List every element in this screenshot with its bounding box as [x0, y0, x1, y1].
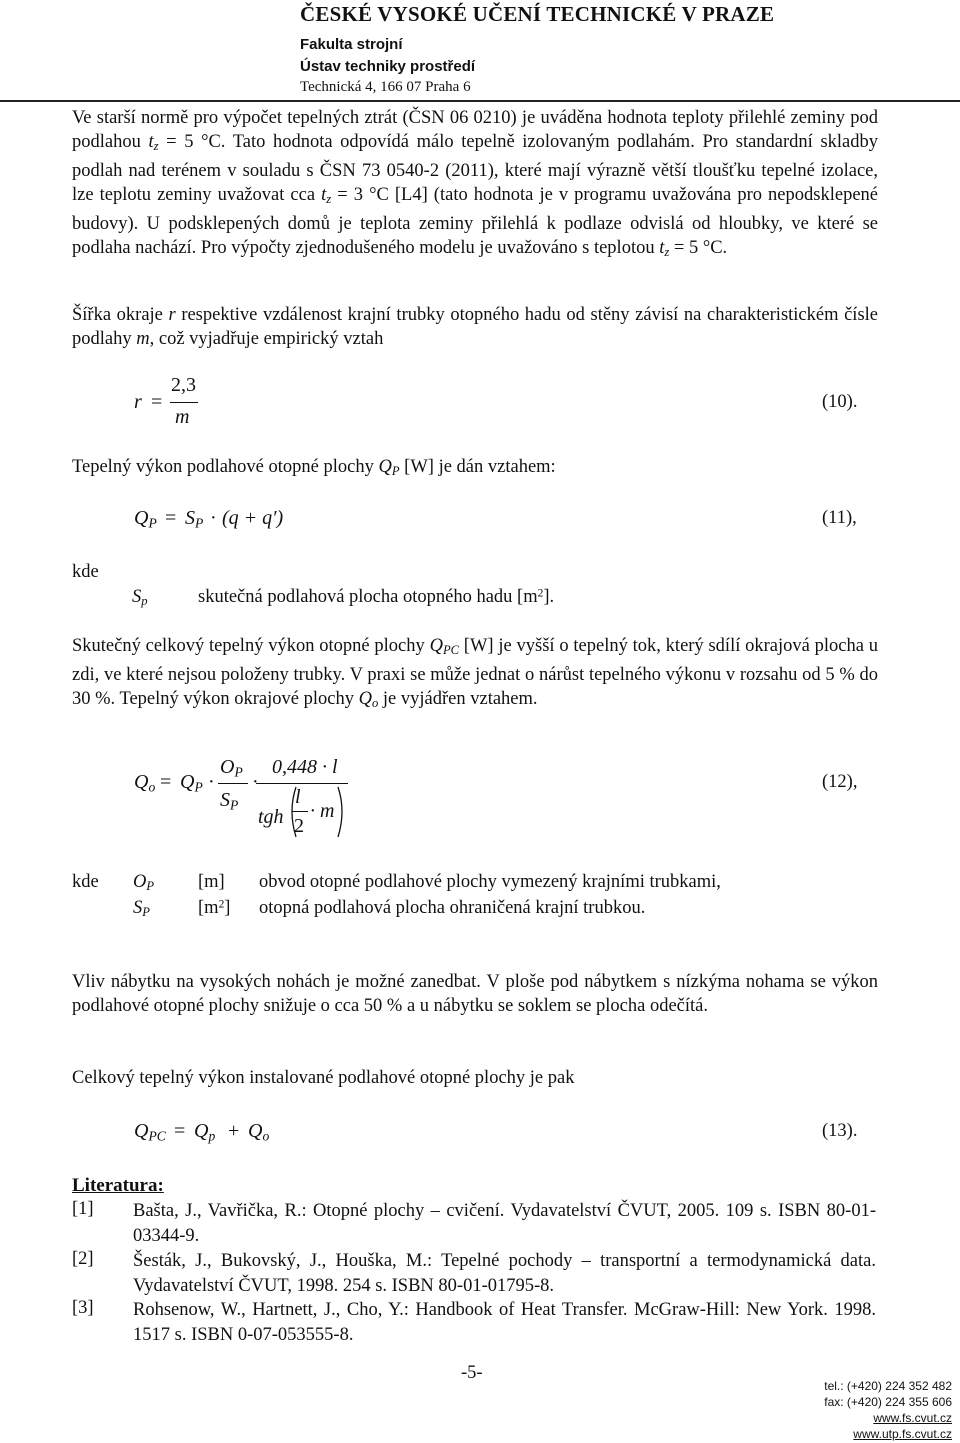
var-t: t [659, 238, 665, 259]
eq12-two: 2 [294, 815, 304, 837]
sp2-unit [198, 898, 230, 919]
eq12-tgh: tgh [258, 806, 284, 828]
var-S: S [132, 587, 142, 607]
eq10-numerator: 2,3 [171, 374, 196, 396]
eq12-l: l [295, 786, 301, 808]
sub-z: z [153, 139, 159, 154]
op-unit: [m] [198, 872, 225, 892]
eq13-number: (13). [822, 1121, 858, 1141]
sup-2: 2 [218, 898, 225, 911]
eq11-S-sub: P [195, 515, 204, 531]
var-t: t [321, 185, 327, 206]
furniture-text: Vliv nábytku na vysokých nohách je možné zanedbat. V ploše pod nábytkem s nízkýma nohama se výkon podlahové otopné plochy snižuje o cca 50 % a u nábytku se soklem se plocha odečítá. [72, 972, 878, 1017]
op-description: obvod otopné podlahové plochy vymezený krajními trubkami, [259, 872, 721, 892]
eq12-S: S [220, 789, 230, 811]
eq13-Q2: Q [194, 1120, 209, 1142]
eq12-fraction-bar-1 [218, 783, 248, 784]
paragraph-edge-width [72, 303, 878, 352]
text-segment: Šířka okraje [72, 305, 169, 325]
text-segment: je vyjádřen vztahem. [378, 688, 538, 709]
paragraph-floor-heat-output [72, 457, 556, 479]
sub-p: p [141, 594, 148, 609]
footer-fax: fax: (+420) 224 355 606 [824, 1395, 952, 1409]
var-S: S [133, 898, 143, 918]
literature-heading: Literatura: [72, 1175, 164, 1196]
eq13-Q3: Q [248, 1120, 263, 1142]
text-segment: ]. [543, 587, 555, 607]
eq10-lhs: r [134, 391, 142, 413]
text-segment: Ve starší normě pro výpočet tepelných ztrát (ČSN 06 0210) je uváděna hodnota teploty přilehlé zeminy pod podlahou [72, 108, 878, 153]
text-segment: , což vyjadřuje empirický vztah [149, 329, 384, 350]
reference-number: [2] [72, 1249, 94, 1269]
var-m: m [136, 329, 150, 350]
reference-number: [3] [72, 1298, 94, 1318]
definition-sp-desc [198, 587, 554, 608]
sp2-description: otopná podlahová plocha ohraničená krajní trubkou. [259, 898, 646, 918]
definition-sp [132, 587, 148, 609]
paragraph-furniture [72, 970, 878, 1019]
kde-label-2: kde [72, 872, 99, 892]
paragraph-total-output [72, 634, 878, 716]
var-t: t [148, 132, 154, 153]
paragraph-total-installed: Celkový tepelný výkon instalované podlahové otopné plochy je pak [72, 1068, 575, 1088]
sub-PC: PC [442, 643, 460, 658]
institute-address: Technická 4, 166 07 Praha 6 [300, 79, 471, 95]
eq12-O: O [220, 756, 235, 778]
text-segment: [m [198, 898, 219, 918]
text-segment: = 5 °C. [669, 238, 728, 259]
var-Q: Q [378, 457, 392, 477]
eq11-Q: Q [134, 507, 149, 529]
reference-item: Rohsenow, W., Hartnett, J., Cho, Y.: Handbook of Heat Transfer. McGraw-Hill: New York. 1998. 1517 s. ISBN 0-07-053555-8. [133, 1300, 876, 1345]
eq12-dot-2: · [252, 771, 259, 793]
faculty-name: Fakulta strojní [300, 36, 403, 53]
footer-phone: tel.: (+420) 224 352 482 [824, 1379, 952, 1393]
text-segment: ] [224, 898, 231, 918]
definition-sp2 [133, 898, 150, 920]
reference-item: Šesták, J., Bukovský, J., Houška, M.: Tepelné pochody – transportní a termodynamická data. Vydavatelství ČVUT, 1998. 254 s. ISBN 80-01-01795-8. [133, 1251, 876, 1296]
eq13-Q2-sub: p [208, 1128, 216, 1144]
eq12-Q2-sub: P [194, 779, 203, 795]
eq12-fraction-bar-3 [292, 811, 308, 812]
sub-o: o [371, 696, 379, 711]
eq12-numerator: 0,448 · l [272, 756, 338, 778]
text-segment: Skutečný celkový tepelný výkon otopné plochy [72, 636, 430, 656]
eq12-number: (12), [822, 772, 858, 792]
sub-P: P [142, 905, 150, 920]
eq12-equals: = [160, 771, 172, 793]
eq11-number: (11), [822, 508, 857, 528]
sub-z: z [326, 192, 332, 207]
eq12-Q: Q [134, 771, 149, 793]
institute-name: Ústav techniky prostředí [300, 58, 476, 75]
eq12-dot: · [208, 771, 215, 793]
eq12-Q-sub: o [148, 779, 156, 795]
eq11-S: S [185, 507, 195, 529]
definition-op [133, 872, 154, 894]
eq13-equals: = [174, 1120, 186, 1142]
eq13-Q-sub: PC [148, 1128, 166, 1144]
text-segment: skutečná podlahová plocha otopného hadu [m [198, 587, 538, 607]
eq10-number: (10). [822, 392, 858, 412]
kde-label: kde [72, 562, 99, 582]
header-divider [0, 100, 960, 102]
reference-item: Bašta, J., Vavřička, R.: Otopné plochy – cvičení. Vydavatelství ČVUT, 2005. 109 s. ISBN 80-01-03344-9. [133, 1201, 876, 1246]
footer-link-institute[interactable]: www.utp.fs.cvut.cz [853, 1427, 952, 1441]
var-Q: Q [429, 636, 443, 656]
eq11-dot: · [210, 507, 217, 529]
footer-link-faculty[interactable]: www.fs.cvut.cz [873, 1411, 952, 1425]
eq13-Q: Q [134, 1120, 149, 1142]
text-segment: respektive vzdálenost krajní trubky otopného hadu od stěny závisí na charakteristickém čísle podlahy [72, 305, 878, 350]
sub-z: z [664, 245, 670, 260]
eq11-rhs: (q + q′) [222, 507, 284, 529]
eq12-Q2: Q [180, 771, 195, 793]
sup-2: 2 [537, 587, 544, 600]
var-r: r [168, 305, 176, 325]
eq12-S-sub: P [230, 797, 239, 813]
eq13-Q3-sub: o [262, 1128, 270, 1144]
text-segment: [W] je vyšší o tepelný tok, který sdílí okrajová plocha u zdi, ve které nejsou položeny trubky. V praxi se může jednat o nárůst tepelného výkonu v rozsahu od 5 % do 30 %. Tepelný výkon okrajové plochy [72, 636, 878, 709]
page-number: -5- [461, 1363, 483, 1383]
eq12-m: · m [310, 800, 335, 822]
eq11-Q-sub: P [148, 515, 157, 531]
sub-P: P [146, 879, 155, 894]
reference-number: [1] [72, 1199, 94, 1219]
text-segment: Tepelný výkon podlahové otopné plochy [72, 457, 379, 477]
sub-P: P [391, 464, 400, 479]
eq11-equals: = [165, 507, 177, 529]
paragraph-ground-temperature [72, 106, 878, 265]
eq12-O-sub: P [234, 764, 243, 780]
text-segment: = 5 °C. Tato hodnota odpovídá málo tepelně izolovaným podlahám. Pro standardní skladby podlah nad terénem v souladu s ČSN 73 0540-2 (2011), které mají výrazně větší tloušťku tepelné izolace, lze teplotu zeminy uvažovat cca [72, 132, 878, 206]
university-name: ČESKÉ VYSOKÉ UČENÍ TECHNICKÉ V PRAZE [300, 2, 775, 26]
text-segment: [W] je dán vztahem: [399, 457, 556, 477]
var-Q: Q [358, 688, 372, 709]
var-O: O [133, 872, 147, 892]
eq13-plus: + [228, 1120, 240, 1142]
eq10-equals: = [151, 391, 163, 413]
eq10-denominator: m [175, 406, 190, 428]
text-segment: = 3 °C [L4] (tato hodnota je v programu uvažována pro nepodsklepené budovy). U podsklepených domů je teplota zeminy přilehlá k podlaze odvislá od hloubky, ve které se podlaha nachází. Pro výpočty zjednodušeného modelu je uvažováno s teplotou [72, 185, 878, 259]
eq10-fraction-bar [170, 402, 198, 403]
